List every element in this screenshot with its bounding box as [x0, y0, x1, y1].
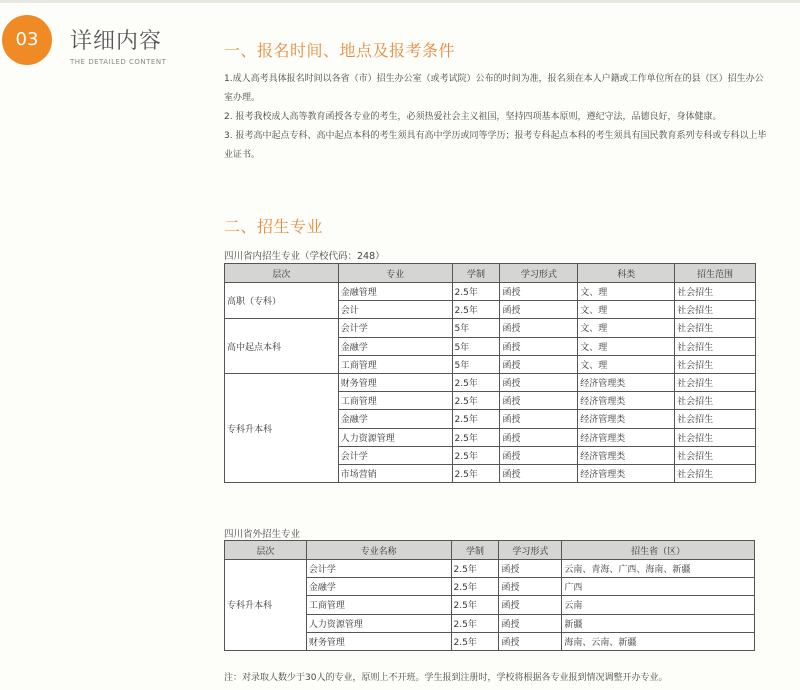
table1-level-cell: 专科升本科 — [225, 373, 339, 482]
table1-cell: 社会招生 — [675, 446, 756, 464]
table1-cell: 2.5年 — [452, 410, 500, 428]
table2-cell: 人力资源管理 — [306, 614, 451, 632]
table1-cell: 金融管理 — [338, 283, 452, 301]
table1-cell: 会计学 — [338, 319, 452, 337]
footnote: 注：对录取人数少于30人的专业，原则上不开班。学生报到注册时，学校将根据各专业报到情况调整开办专业。 — [224, 673, 668, 683]
table1-cell: 经济管理类 — [578, 392, 675, 410]
table2-cell: 函授 — [499, 596, 562, 614]
table2-cell: 财务管理 — [306, 632, 451, 650]
table1-cell: 2.5年 — [452, 428, 500, 446]
table1-cell: 社会招生 — [675, 428, 756, 446]
section-title: 详细内容 — [70, 29, 163, 54]
table1-cell: 文、理 — [578, 355, 675, 373]
table1-cell: 函授 — [500, 392, 578, 410]
table1-cell: 函授 — [500, 301, 578, 319]
table2-cell: 函授 — [499, 614, 562, 632]
in-province-majors-table — [224, 263, 756, 483]
table1-cell: 社会招生 — [675, 337, 756, 355]
table1-cell: 2.5年 — [452, 373, 500, 391]
table1-cell: 2.5年 — [452, 283, 500, 301]
table2-cell: 2.5年 — [451, 560, 499, 578]
table1-cell: 2.5年 — [452, 392, 500, 410]
table1-header-cell: 层次 — [225, 264, 339, 283]
table2-cell: 2.5年 — [451, 596, 499, 614]
table1-cell: 函授 — [500, 373, 578, 391]
table2-header-cell: 学制 — [451, 541, 499, 560]
table1-header-cell: 学制 — [452, 264, 500, 283]
section-subtitle: THE DETAILED CONTENT — [70, 58, 167, 66]
table1-cell: 经济管理类 — [578, 410, 675, 428]
table1-cell: 文、理 — [578, 301, 675, 319]
table2-cell: 金融学 — [306, 578, 451, 596]
table2-cell: 海南、云南、新疆 — [562, 632, 755, 650]
table2-cell: 2.5年 — [451, 578, 499, 596]
table1-header-cell: 专业 — [338, 264, 452, 283]
table1-cell: 函授 — [500, 464, 578, 482]
table1-cell: 社会招生 — [675, 373, 756, 391]
table1-cell: 文、理 — [578, 319, 675, 337]
table1-cell: 金融学 — [338, 337, 452, 355]
heading-majors: 二、招生专业 — [224, 217, 324, 236]
table2-cell: 工商管理 — [306, 596, 451, 614]
table2-cell: 2.5年 — [451, 614, 499, 632]
table1-cell: 函授 — [500, 319, 578, 337]
table1-header-cell: 科类 — [578, 264, 675, 283]
table2-row — [225, 560, 755, 578]
table1-row — [225, 283, 756, 301]
table1-cell: 2.5年 — [452, 464, 500, 482]
table1-cell: 经济管理类 — [578, 373, 675, 391]
table2-cell: 新疆 — [562, 614, 755, 632]
table1-cell: 经济管理类 — [578, 464, 675, 482]
table2-cell: 云南 — [562, 596, 755, 614]
registration-line-2: 2. 报考我校成人高等教育函授各专业的考生，必须热爱社会主义祖国，坚持四项基本原则，遵纪守法，品德良好，身体健康。 — [224, 112, 722, 122]
top-divider — [0, 0, 800, 3]
table1-cell: 社会招生 — [675, 410, 756, 428]
table2-caption: 四川省外招生专业 — [224, 529, 301, 540]
table1-cell: 5年 — [452, 319, 500, 337]
table1-cell: 经济管理类 — [578, 446, 675, 464]
table2-cell: 广西 — [562, 578, 755, 596]
table1-header-cell: 学习形式 — [500, 264, 578, 283]
registration-paragraph — [224, 70, 769, 165]
table1-cell: 人力资源管理 — [338, 428, 452, 446]
table2-level-cell: 专科升本科 — [225, 560, 307, 651]
table2-cell: 云南、青海、广西、海南、新疆 — [562, 560, 755, 578]
table1-cell: 社会招生 — [675, 319, 756, 337]
table1-level-cell: 高中起点本科 — [225, 319, 339, 374]
registration-line-3: 3. 报考高中起点专科、高中起点本科的考生须具有高中学历或同等学历；报考专科起点本科的考生须具有国民教育系列专科或专科以上毕业证书。 — [224, 131, 767, 160]
table1-cell: 函授 — [500, 428, 578, 446]
table1-level-cell: 高职（专科） — [225, 283, 339, 319]
table1-caption: 四川省内招生专业（学校代码：248） — [224, 251, 385, 262]
table1-cell: 函授 — [500, 283, 578, 301]
table1-cell: 会计 — [338, 301, 452, 319]
table1-cell: 金融学 — [338, 410, 452, 428]
table1-cell: 工商管理 — [338, 392, 452, 410]
table1-cell: 5年 — [452, 337, 500, 355]
table1-row — [225, 373, 756, 391]
out-of-province-majors-table — [224, 540, 755, 651]
table1-cell: 社会招生 — [675, 464, 756, 482]
table1-cell: 市场营销 — [338, 464, 452, 482]
table2-cell: 函授 — [499, 578, 562, 596]
table1-cell: 2.5年 — [452, 446, 500, 464]
table1-cell: 社会招生 — [675, 392, 756, 410]
table1-cell: 财务管理 — [338, 373, 452, 391]
table1-cell: 函授 — [500, 355, 578, 373]
table1-cell: 会计学 — [338, 446, 452, 464]
table1-cell: 2.5年 — [452, 301, 500, 319]
table1-header-cell: 招生范围 — [675, 264, 756, 283]
table1-cell: 社会招生 — [675, 355, 756, 373]
table2-header-cell: 专业名称 — [306, 541, 451, 560]
table1-cell: 社会招生 — [675, 301, 756, 319]
table1-cell: 函授 — [500, 446, 578, 464]
heading-registration: 一、报名时间、地点及报考条件 — [224, 41, 456, 60]
table2-cell: 2.5年 — [451, 632, 499, 650]
table2-header-cell: 招生省（区） — [562, 541, 755, 560]
table1-cell: 文、理 — [578, 283, 675, 301]
table2-header-cell: 层次 — [225, 541, 307, 560]
table1-cell: 社会招生 — [675, 283, 756, 301]
table1-cell: 5年 — [452, 355, 500, 373]
table1-cell: 函授 — [500, 410, 578, 428]
table1-cell: 工商管理 — [338, 355, 452, 373]
section-number-badge: 03 — [2, 15, 52, 65]
table1-row — [225, 319, 756, 337]
table2-cell: 函授 — [499, 632, 562, 650]
registration-line-1: 1.成人高考具体报名时间以各省（市）招生办公室（或考试院）公布的时间为准，报名须在本人户籍或工作单位所在的县（区）招生办公室办理。 — [224, 74, 764, 103]
table1-cell: 函授 — [500, 337, 578, 355]
table2-header-cell: 学习形式 — [499, 541, 562, 560]
table2-cell: 会计学 — [306, 560, 451, 578]
table1-cell: 文、理 — [578, 337, 675, 355]
table1-cell: 经济管理类 — [578, 428, 675, 446]
table2-cell: 函授 — [499, 560, 562, 578]
